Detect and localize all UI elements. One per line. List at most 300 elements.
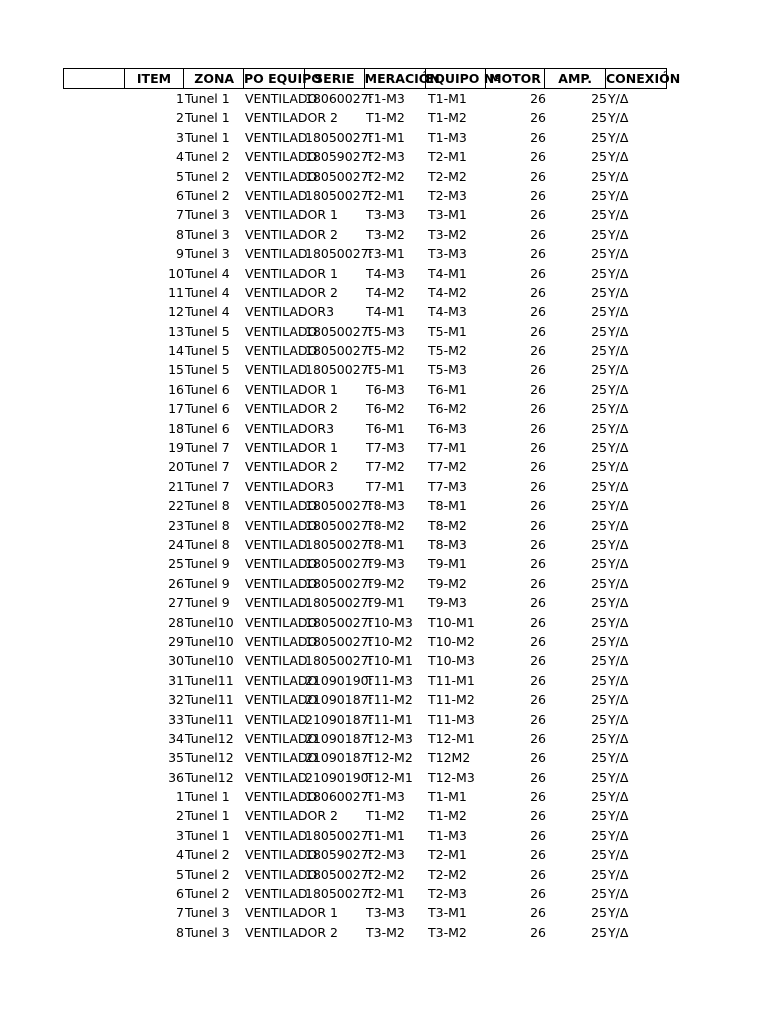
equipo-numero-cell[interactable]: T5-M1 <box>428 323 467 339</box>
equipo-numero-cell[interactable]: T4-M3 <box>428 304 467 320</box>
tipo-equipo-cell[interactable]: VENTILADO <box>245 343 318 359</box>
numeracion-cell[interactable]: T3-M2 <box>366 924 405 940</box>
numeracion-cell[interactable]: T12-M2 <box>366 750 413 766</box>
motor-cell[interactable]: 26 <box>530 847 546 863</box>
motor-cell[interactable]: 26 <box>530 692 546 708</box>
equipo-numero-cell[interactable]: T3-M2 <box>428 924 467 940</box>
amp-cell[interactable]: 25 <box>591 692 607 708</box>
equipo-numero-cell[interactable]: T11-M1 <box>428 672 475 688</box>
tipo-equipo-cell[interactable]: VENTILAD <box>245 653 308 669</box>
serie-cell[interactable] <box>305 380 365 399</box>
serie-cell[interactable]: 18050027: <box>305 187 373 203</box>
item-cell[interactable]: 20 <box>168 459 184 475</box>
item-cell[interactable]: 8 <box>176 924 184 940</box>
item-cell[interactable]: 3 <box>176 129 184 145</box>
equipo-numero-cell[interactable]: T10-M2 <box>428 633 475 649</box>
serie-cell[interactable] <box>305 438 365 457</box>
item-cell[interactable]: 36 <box>168 769 184 785</box>
blank-cell[interactable] <box>63 438 124 457</box>
tipo-equipo-cell[interactable]: VENTILADO <box>245 847 318 863</box>
zona-cell[interactable]: Tunel 5 <box>185 343 230 359</box>
amp-cell[interactable]: 25 <box>591 847 607 863</box>
zona-cell[interactable]: Tunel 1 <box>185 110 230 126</box>
numeracion-cell[interactable]: T10-M2 <box>366 633 413 649</box>
zona-cell[interactable]: Tunel 7 <box>185 459 230 475</box>
serie-cell[interactable]: 21090187: <box>305 692 373 708</box>
conexion-cell[interactable]: Y/Δ <box>608 478 629 494</box>
motor-cell[interactable]: 26 <box>530 168 546 184</box>
item-cell[interactable]: 5 <box>176 168 184 184</box>
item-cell[interactable]: 28 <box>168 614 184 630</box>
zona-cell[interactable]: Tunel10 <box>185 653 234 669</box>
numeracion-cell[interactable]: T3-M1 <box>366 246 405 262</box>
numeracion-cell[interactable]: T1-M3 <box>366 91 405 106</box>
blank-cell[interactable] <box>63 806 124 825</box>
tipo-equipo-cell[interactable]: VENTILADOR 2 <box>245 924 338 940</box>
conexion-cell[interactable]: Y/Δ <box>608 420 629 436</box>
tipo-equipo-cell[interactable]: VENTILAD <box>245 362 308 378</box>
blank-cell[interactable] <box>63 244 124 263</box>
blank-cell[interactable] <box>63 535 124 554</box>
zona-cell[interactable]: Tunel10 <box>185 633 234 649</box>
motor-cell[interactable]: 26 <box>530 614 546 630</box>
item-cell[interactable]: 1 <box>176 91 184 106</box>
numeracion-cell[interactable]: T2-M3 <box>366 149 405 165</box>
numeracion-cell[interactable]: T11-M2 <box>366 692 413 708</box>
conexion-cell[interactable]: Y/Δ <box>608 866 629 882</box>
amp-cell[interactable]: 25 <box>591 769 607 785</box>
header-equipo-numero[interactable]: EQUIPO Nº <box>425 71 502 86</box>
equipo-numero-cell[interactable]: T3-M3 <box>428 246 467 262</box>
numeracion-cell[interactable]: T2-M1 <box>366 187 405 203</box>
item-cell[interactable]: 33 <box>168 711 184 727</box>
serie-cell[interactable] <box>305 302 365 321</box>
numeracion-cell[interactable]: T5-M2 <box>366 343 405 359</box>
serie-cell[interactable] <box>305 477 365 496</box>
header-item[interactable]: ITEM <box>125 69 185 88</box>
equipo-numero-cell[interactable]: T1-M3 <box>428 129 467 145</box>
tipo-equipo-cell[interactable]: VENTILAD <box>245 827 308 843</box>
blank-cell[interactable] <box>63 865 124 884</box>
amp-cell[interactable]: 25 <box>591 401 607 417</box>
tipo-equipo-cell[interactable]: VENTILADOR 2 <box>245 226 338 242</box>
item-cell[interactable]: 5 <box>176 866 184 882</box>
item-cell[interactable]: 35 <box>168 750 184 766</box>
conexion-cell[interactable]: Y/Δ <box>608 401 629 417</box>
equipo-numero-cell[interactable]: T6-M2 <box>428 401 467 417</box>
equipo-numero-cell[interactable]: T5-M3 <box>428 362 467 378</box>
blank-cell[interactable] <box>63 167 124 186</box>
motor-cell[interactable]: 26 <box>530 730 546 746</box>
equipo-numero-cell[interactable]: T1-M3 <box>428 827 467 843</box>
zona-cell[interactable]: Tunel 3 <box>185 207 230 223</box>
amp-cell[interactable]: 25 <box>591 653 607 669</box>
equipo-numero-cell[interactable]: T7-M1 <box>428 440 467 456</box>
tipo-equipo-cell[interactable]: VENTILADO <box>245 498 318 514</box>
header-numeracion[interactable]: MERACIÓN <box>364 71 440 86</box>
motor-cell[interactable]: 26 <box>530 129 546 145</box>
motor-cell[interactable]: 26 <box>530 304 546 320</box>
zona-cell[interactable]: Tunel 3 <box>185 226 230 242</box>
tipo-equipo-cell[interactable]: VENTILAD <box>245 129 308 145</box>
serie-cell[interactable] <box>305 903 365 922</box>
numeracion-cell[interactable]: T3-M2 <box>366 226 405 242</box>
numeracion-cell[interactable]: T4-M3 <box>366 265 405 281</box>
item-cell[interactable]: 13 <box>168 323 184 339</box>
numeracion-cell[interactable]: T9-M2 <box>366 575 405 591</box>
zona-cell[interactable]: Tunel 8 <box>185 498 230 514</box>
motor-cell[interactable]: 26 <box>530 750 546 766</box>
item-cell[interactable]: 6 <box>176 886 184 902</box>
numeracion-cell[interactable]: T1-M2 <box>366 808 405 824</box>
conexion-cell[interactable]: Y/Δ <box>608 304 629 320</box>
equipo-numero-cell[interactable]: T4-M2 <box>428 284 467 300</box>
tipo-equipo-cell[interactable]: VENTILADO <box>245 633 318 649</box>
item-cell[interactable]: 23 <box>168 517 184 533</box>
zona-cell[interactable]: Tunel 9 <box>185 595 230 611</box>
amp-cell[interactable]: 25 <box>591 633 607 649</box>
zona-cell[interactable]: Tunel 5 <box>185 362 230 378</box>
motor-cell[interactable]: 26 <box>530 653 546 669</box>
tipo-equipo-cell[interactable]: VENTILADOR3 <box>245 304 335 320</box>
amp-cell[interactable]: 25 <box>591 284 607 300</box>
equipo-numero-cell[interactable]: T1-M1 <box>428 91 467 106</box>
numeracion-cell[interactable]: T8-M2 <box>366 517 405 533</box>
motor-cell[interactable]: 26 <box>530 226 546 242</box>
equipo-numero-cell[interactable]: T9-M3 <box>428 595 467 611</box>
numeracion-cell[interactable]: T4-M1 <box>366 304 405 320</box>
conexion-cell[interactable]: Y/Δ <box>608 343 629 359</box>
item-cell[interactable]: 7 <box>176 905 184 921</box>
item-cell[interactable]: 12 <box>168 304 184 320</box>
serie-cell[interactable]: 18050027: <box>305 246 373 262</box>
conexion-cell[interactable]: Y/Δ <box>608 226 629 242</box>
serie-cell[interactable]: 18050027: <box>305 866 373 882</box>
item-cell[interactable]: 16 <box>168 381 184 397</box>
serie-cell[interactable]: 18050027: <box>305 362 373 378</box>
conexion-cell[interactable]: Y/Δ <box>608 847 629 863</box>
numeracion-cell[interactable]: T8-M3 <box>366 498 405 514</box>
blank-cell[interactable] <box>63 554 124 573</box>
motor-cell[interactable]: 26 <box>530 886 546 902</box>
motor-cell[interactable]: 26 <box>530 498 546 514</box>
blank-cell[interactable] <box>63 923 124 942</box>
motor-cell[interactable]: 26 <box>530 265 546 281</box>
tipo-equipo-cell[interactable]: VENTILAD <box>245 769 308 785</box>
zona-cell[interactable]: Tunel 7 <box>185 440 230 456</box>
amp-cell[interactable]: 25 <box>591 478 607 494</box>
conexion-cell[interactable]: Y/Δ <box>608 362 629 378</box>
blank-cell[interactable] <box>63 903 124 922</box>
numeracion-cell[interactable]: T2-M2 <box>366 168 405 184</box>
serie-cell[interactable]: 18050027: <box>305 614 373 630</box>
amp-cell[interactable]: 25 <box>591 808 607 824</box>
tipo-equipo-cell[interactable]: VENTILADOR 1 <box>245 207 338 223</box>
numeracion-cell[interactable]: T2-M2 <box>366 866 405 882</box>
serie-cell[interactable] <box>305 419 365 438</box>
amp-cell[interactable]: 25 <box>591 517 607 533</box>
item-cell[interactable]: 22 <box>168 498 184 514</box>
tipo-equipo-cell[interactable]: VENTILADO <box>245 692 318 708</box>
serie-cell[interactable] <box>305 205 365 224</box>
blank-cell[interactable] <box>63 186 124 205</box>
item-cell[interactable]: 2 <box>176 808 184 824</box>
blank-cell[interactable] <box>63 399 124 418</box>
numeracion-cell[interactable]: T8-M1 <box>366 536 405 552</box>
serie-cell[interactable] <box>305 806 365 825</box>
amp-cell[interactable]: 25 <box>591 168 607 184</box>
blank-cell[interactable] <box>63 341 124 360</box>
zona-cell[interactable]: Tunel 5 <box>185 323 230 339</box>
numeracion-cell[interactable]: T6-M3 <box>366 381 405 397</box>
motor-cell[interactable]: 26 <box>530 789 546 805</box>
equipo-numero-cell[interactable]: T5-M2 <box>428 343 467 359</box>
zona-cell[interactable]: Tunel 1 <box>185 789 230 805</box>
conexion-cell[interactable]: Y/Δ <box>608 129 629 145</box>
zona-cell[interactable]: Tunel12 <box>185 730 234 746</box>
conexion-cell[interactable]: Y/Δ <box>608 575 629 591</box>
serie-cell[interactable]: 18059027: <box>305 847 373 863</box>
conexion-cell[interactable]: Y/Δ <box>608 284 629 300</box>
equipo-numero-cell[interactable]: T2-M3 <box>428 187 467 203</box>
zona-cell[interactable]: Tunel 6 <box>185 420 230 436</box>
conexion-cell[interactable]: Y/Δ <box>608 110 629 126</box>
blank-cell[interactable] <box>63 419 124 438</box>
equipo-numero-cell[interactable]: T3-M1 <box>428 905 467 921</box>
motor-cell[interactable]: 26 <box>530 362 546 378</box>
blank-cell[interactable] <box>63 768 124 787</box>
tipo-equipo-cell[interactable]: VENTILADO <box>245 91 318 106</box>
numeracion-cell[interactable]: T11-M3 <box>366 672 413 688</box>
motor-cell[interactable]: 26 <box>530 478 546 494</box>
blank-cell[interactable] <box>63 516 124 535</box>
motor-cell[interactable]: 26 <box>530 536 546 552</box>
item-cell[interactable]: 8 <box>176 226 184 242</box>
motor-cell[interactable]: 26 <box>530 149 546 165</box>
item-cell[interactable]: 31 <box>168 672 184 688</box>
equipo-numero-cell[interactable]: T7-M3 <box>428 478 467 494</box>
numeracion-cell[interactable]: T11-M1 <box>366 711 413 727</box>
equipo-numero-cell[interactable]: T9-M2 <box>428 575 467 591</box>
amp-cell[interactable]: 25 <box>591 110 607 126</box>
item-cell[interactable]: 3 <box>176 827 184 843</box>
zona-cell[interactable]: Tunel 3 <box>185 924 230 940</box>
tipo-equipo-cell[interactable]: VENTILADOR 2 <box>245 401 338 417</box>
tipo-equipo-cell[interactable]: VENTILAD <box>245 246 308 262</box>
serie-cell[interactable]: 18050027: <box>305 595 373 611</box>
tipo-equipo-cell[interactable]: VENTILADO <box>245 168 318 184</box>
motor-cell[interactable]: 26 <box>530 769 546 785</box>
numeracion-cell[interactable]: T10-M1 <box>366 653 413 669</box>
tipo-equipo-cell[interactable]: VENTILADOR 2 <box>245 459 338 475</box>
zona-cell[interactable]: Tunel 1 <box>185 91 230 106</box>
tipo-equipo-cell[interactable]: VENTILADOR3 <box>245 420 335 436</box>
motor-cell[interactable]: 26 <box>530 575 546 591</box>
item-cell[interactable]: 29 <box>168 633 184 649</box>
zona-cell[interactable]: Tunel 6 <box>185 381 230 397</box>
zona-cell[interactable]: Tunel 4 <box>185 284 230 300</box>
serie-cell[interactable]: 21090187: <box>305 750 373 766</box>
serie-cell[interactable]: 18050027: <box>305 556 373 572</box>
tipo-equipo-cell[interactable]: VENTILADO <box>245 789 318 805</box>
tipo-equipo-cell[interactable]: VENTILADOR 1 <box>245 440 338 456</box>
numeracion-cell[interactable]: T3-M3 <box>366 207 405 223</box>
motor-cell[interactable]: 26 <box>530 110 546 126</box>
equipo-numero-cell[interactable]: T1-M2 <box>428 110 467 126</box>
conexion-cell[interactable]: Y/Δ <box>608 595 629 611</box>
item-cell[interactable]: 1 <box>176 789 184 805</box>
serie-cell[interactable]: 18059027: <box>305 149 373 165</box>
conexion-cell[interactable]: Y/Δ <box>608 692 629 708</box>
header-tipo-equipo[interactable]: PO EQUIPO <box>244 71 322 86</box>
equipo-numero-cell[interactable]: T2-M2 <box>428 866 467 882</box>
equipo-numero-cell[interactable]: T10-M3 <box>428 653 475 669</box>
serie-cell[interactable]: 18060027: <box>305 789 373 805</box>
zona-cell[interactable]: Tunel 2 <box>185 847 230 863</box>
blank-cell[interactable] <box>63 632 124 651</box>
amp-cell[interactable]: 25 <box>591 420 607 436</box>
numeracion-cell[interactable]: T5-M3 <box>366 323 405 339</box>
numeracion-cell[interactable]: T4-M2 <box>366 284 405 300</box>
blank-cell[interactable] <box>63 826 124 845</box>
numeracion-cell[interactable]: T12-M1 <box>366 769 413 785</box>
amp-cell[interactable]: 25 <box>591 750 607 766</box>
zona-cell[interactable]: Tunel 6 <box>185 401 230 417</box>
equipo-numero-cell[interactable]: T2-M1 <box>428 149 467 165</box>
serie-cell[interactable]: 18050027: <box>305 575 373 591</box>
equipo-numero-cell[interactable]: T7-M2 <box>428 459 467 475</box>
header-motor[interactable]: MOTOR <box>486 69 546 88</box>
zona-cell[interactable]: Tunel 3 <box>185 905 230 921</box>
conexion-cell[interactable]: Y/Δ <box>608 556 629 572</box>
item-cell[interactable]: 4 <box>176 149 184 165</box>
serie-cell[interactable]: 18050027: <box>305 886 373 902</box>
amp-cell[interactable]: 25 <box>591 207 607 223</box>
equipo-numero-cell[interactable]: T8-M1 <box>428 498 467 514</box>
amp-cell[interactable]: 25 <box>591 440 607 456</box>
conexion-cell[interactable]: Y/Δ <box>608 246 629 262</box>
tipo-equipo-cell[interactable]: VENTILADO <box>245 556 318 572</box>
amp-cell[interactable]: 25 <box>591 789 607 805</box>
tipo-equipo-cell[interactable]: VENTILADOR 2 <box>245 284 338 300</box>
serie-cell[interactable] <box>305 457 365 476</box>
motor-cell[interactable]: 26 <box>530 440 546 456</box>
numeracion-cell[interactable]: T7-M2 <box>366 459 405 475</box>
zona-cell[interactable]: Tunel 1 <box>185 808 230 824</box>
header-serie[interactable]: SERIE <box>305 69 365 88</box>
zona-cell[interactable]: Tunel 4 <box>185 304 230 320</box>
tipo-equipo-cell[interactable]: VENTILADO <box>245 672 318 688</box>
amp-cell[interactable]: 25 <box>591 129 607 145</box>
item-cell[interactable]: 34 <box>168 730 184 746</box>
tipo-equipo-cell[interactable]: VENTILAD <box>245 886 308 902</box>
amp-cell[interactable]: 25 <box>591 886 607 902</box>
zona-cell[interactable]: Tunel 2 <box>185 886 230 902</box>
serie-cell[interactable]: 18050027: <box>305 168 373 184</box>
amp-cell[interactable]: 25 <box>591 924 607 940</box>
numeracion-cell[interactable]: T10-M3 <box>366 614 413 630</box>
blank-cell[interactable] <box>63 729 124 748</box>
serie-cell[interactable] <box>305 283 365 302</box>
conexion-cell[interactable]: Y/Δ <box>608 517 629 533</box>
zona-cell[interactable]: Tunel 3 <box>185 246 230 262</box>
conexion-cell[interactable]: Y/Δ <box>608 149 629 165</box>
serie-cell[interactable] <box>305 399 365 418</box>
numeracion-cell[interactable]: T12-M3 <box>366 730 413 746</box>
equipo-numero-cell[interactable]: T3-M2 <box>428 226 467 242</box>
motor-cell[interactable]: 26 <box>530 207 546 223</box>
blank-cell[interactable] <box>63 845 124 864</box>
zona-cell[interactable]: Tunel 2 <box>185 866 230 882</box>
amp-cell[interactable]: 25 <box>591 730 607 746</box>
numeracion-cell[interactable]: T2-M3 <box>366 847 405 863</box>
motor-cell[interactable]: 26 <box>530 343 546 359</box>
blank-cell[interactable] <box>63 264 124 283</box>
tipo-equipo-cell[interactable]: VENTILADOR 1 <box>245 381 338 397</box>
conexion-cell[interactable]: Y/Δ <box>608 653 629 669</box>
conexion-cell[interactable]: Y/Δ <box>608 207 629 223</box>
blank-cell[interactable] <box>63 225 124 244</box>
conexion-cell[interactable]: Y/Δ <box>608 769 629 785</box>
blank-cell[interactable] <box>63 651 124 670</box>
item-cell[interactable]: 15 <box>168 362 184 378</box>
blank-cell[interactable] <box>63 108 124 127</box>
amp-cell[interactable]: 25 <box>591 226 607 242</box>
tipo-equipo-cell[interactable]: VENTILADO <box>245 750 318 766</box>
blank-cell[interactable] <box>63 380 124 399</box>
tipo-equipo-cell[interactable]: VENTILADO <box>245 575 318 591</box>
tipo-equipo-cell[interactable]: VENTILADO <box>245 614 318 630</box>
amp-cell[interactable]: 25 <box>591 323 607 339</box>
numeracion-cell[interactable]: T9-M3 <box>366 556 405 572</box>
equipo-numero-cell[interactable]: T2-M3 <box>428 886 467 902</box>
serie-cell[interactable]: 18050027: <box>305 827 373 843</box>
blank-cell[interactable] <box>63 613 124 632</box>
motor-cell[interactable]: 26 <box>530 323 546 339</box>
motor-cell[interactable]: 26 <box>530 866 546 882</box>
blank-cell[interactable] <box>63 690 124 709</box>
conexion-cell[interactable]: Y/Δ <box>608 789 629 805</box>
conexion-cell[interactable]: Y/Δ <box>608 614 629 630</box>
equipo-numero-cell[interactable]: T12-M3 <box>428 769 475 785</box>
zona-cell[interactable]: Tunel 2 <box>185 187 230 203</box>
zona-cell[interactable]: Tunel 8 <box>185 517 230 533</box>
numeracion-cell[interactable]: T5-M1 <box>366 362 405 378</box>
item-cell[interactable]: 14 <box>168 343 184 359</box>
item-cell[interactable]: 10 <box>168 265 184 281</box>
zona-cell[interactable]: Tunel 9 <box>185 575 230 591</box>
numeracion-cell[interactable]: T6-M1 <box>366 420 405 436</box>
equipo-numero-cell[interactable]: T11-M2 <box>428 692 475 708</box>
amp-cell[interactable]: 25 <box>591 498 607 514</box>
blank-cell[interactable] <box>63 205 124 224</box>
item-cell[interactable]: 21 <box>168 478 184 494</box>
tipo-equipo-cell[interactable]: VENTILADOR 1 <box>245 265 338 281</box>
conexion-cell[interactable]: Y/Δ <box>608 808 629 824</box>
amp-cell[interactable]: 25 <box>591 614 607 630</box>
motor-cell[interactable]: 26 <box>530 556 546 572</box>
zona-cell[interactable]: Tunel10 <box>185 614 234 630</box>
tipo-equipo-cell[interactable]: VENTILAD <box>245 711 308 727</box>
blank-cell[interactable] <box>63 787 124 806</box>
numeracion-cell[interactable]: T1-M1 <box>366 827 405 843</box>
tipo-equipo-cell[interactable]: VENTILAD <box>245 187 308 203</box>
numeracion-cell[interactable]: T7-M1 <box>366 478 405 494</box>
numeracion-cell[interactable]: T2-M1 <box>366 886 405 902</box>
blank-cell[interactable] <box>63 574 124 593</box>
tipo-equipo-cell[interactable]: VENTILADO <box>245 730 318 746</box>
zona-cell[interactable]: Tunel11 <box>185 672 234 688</box>
